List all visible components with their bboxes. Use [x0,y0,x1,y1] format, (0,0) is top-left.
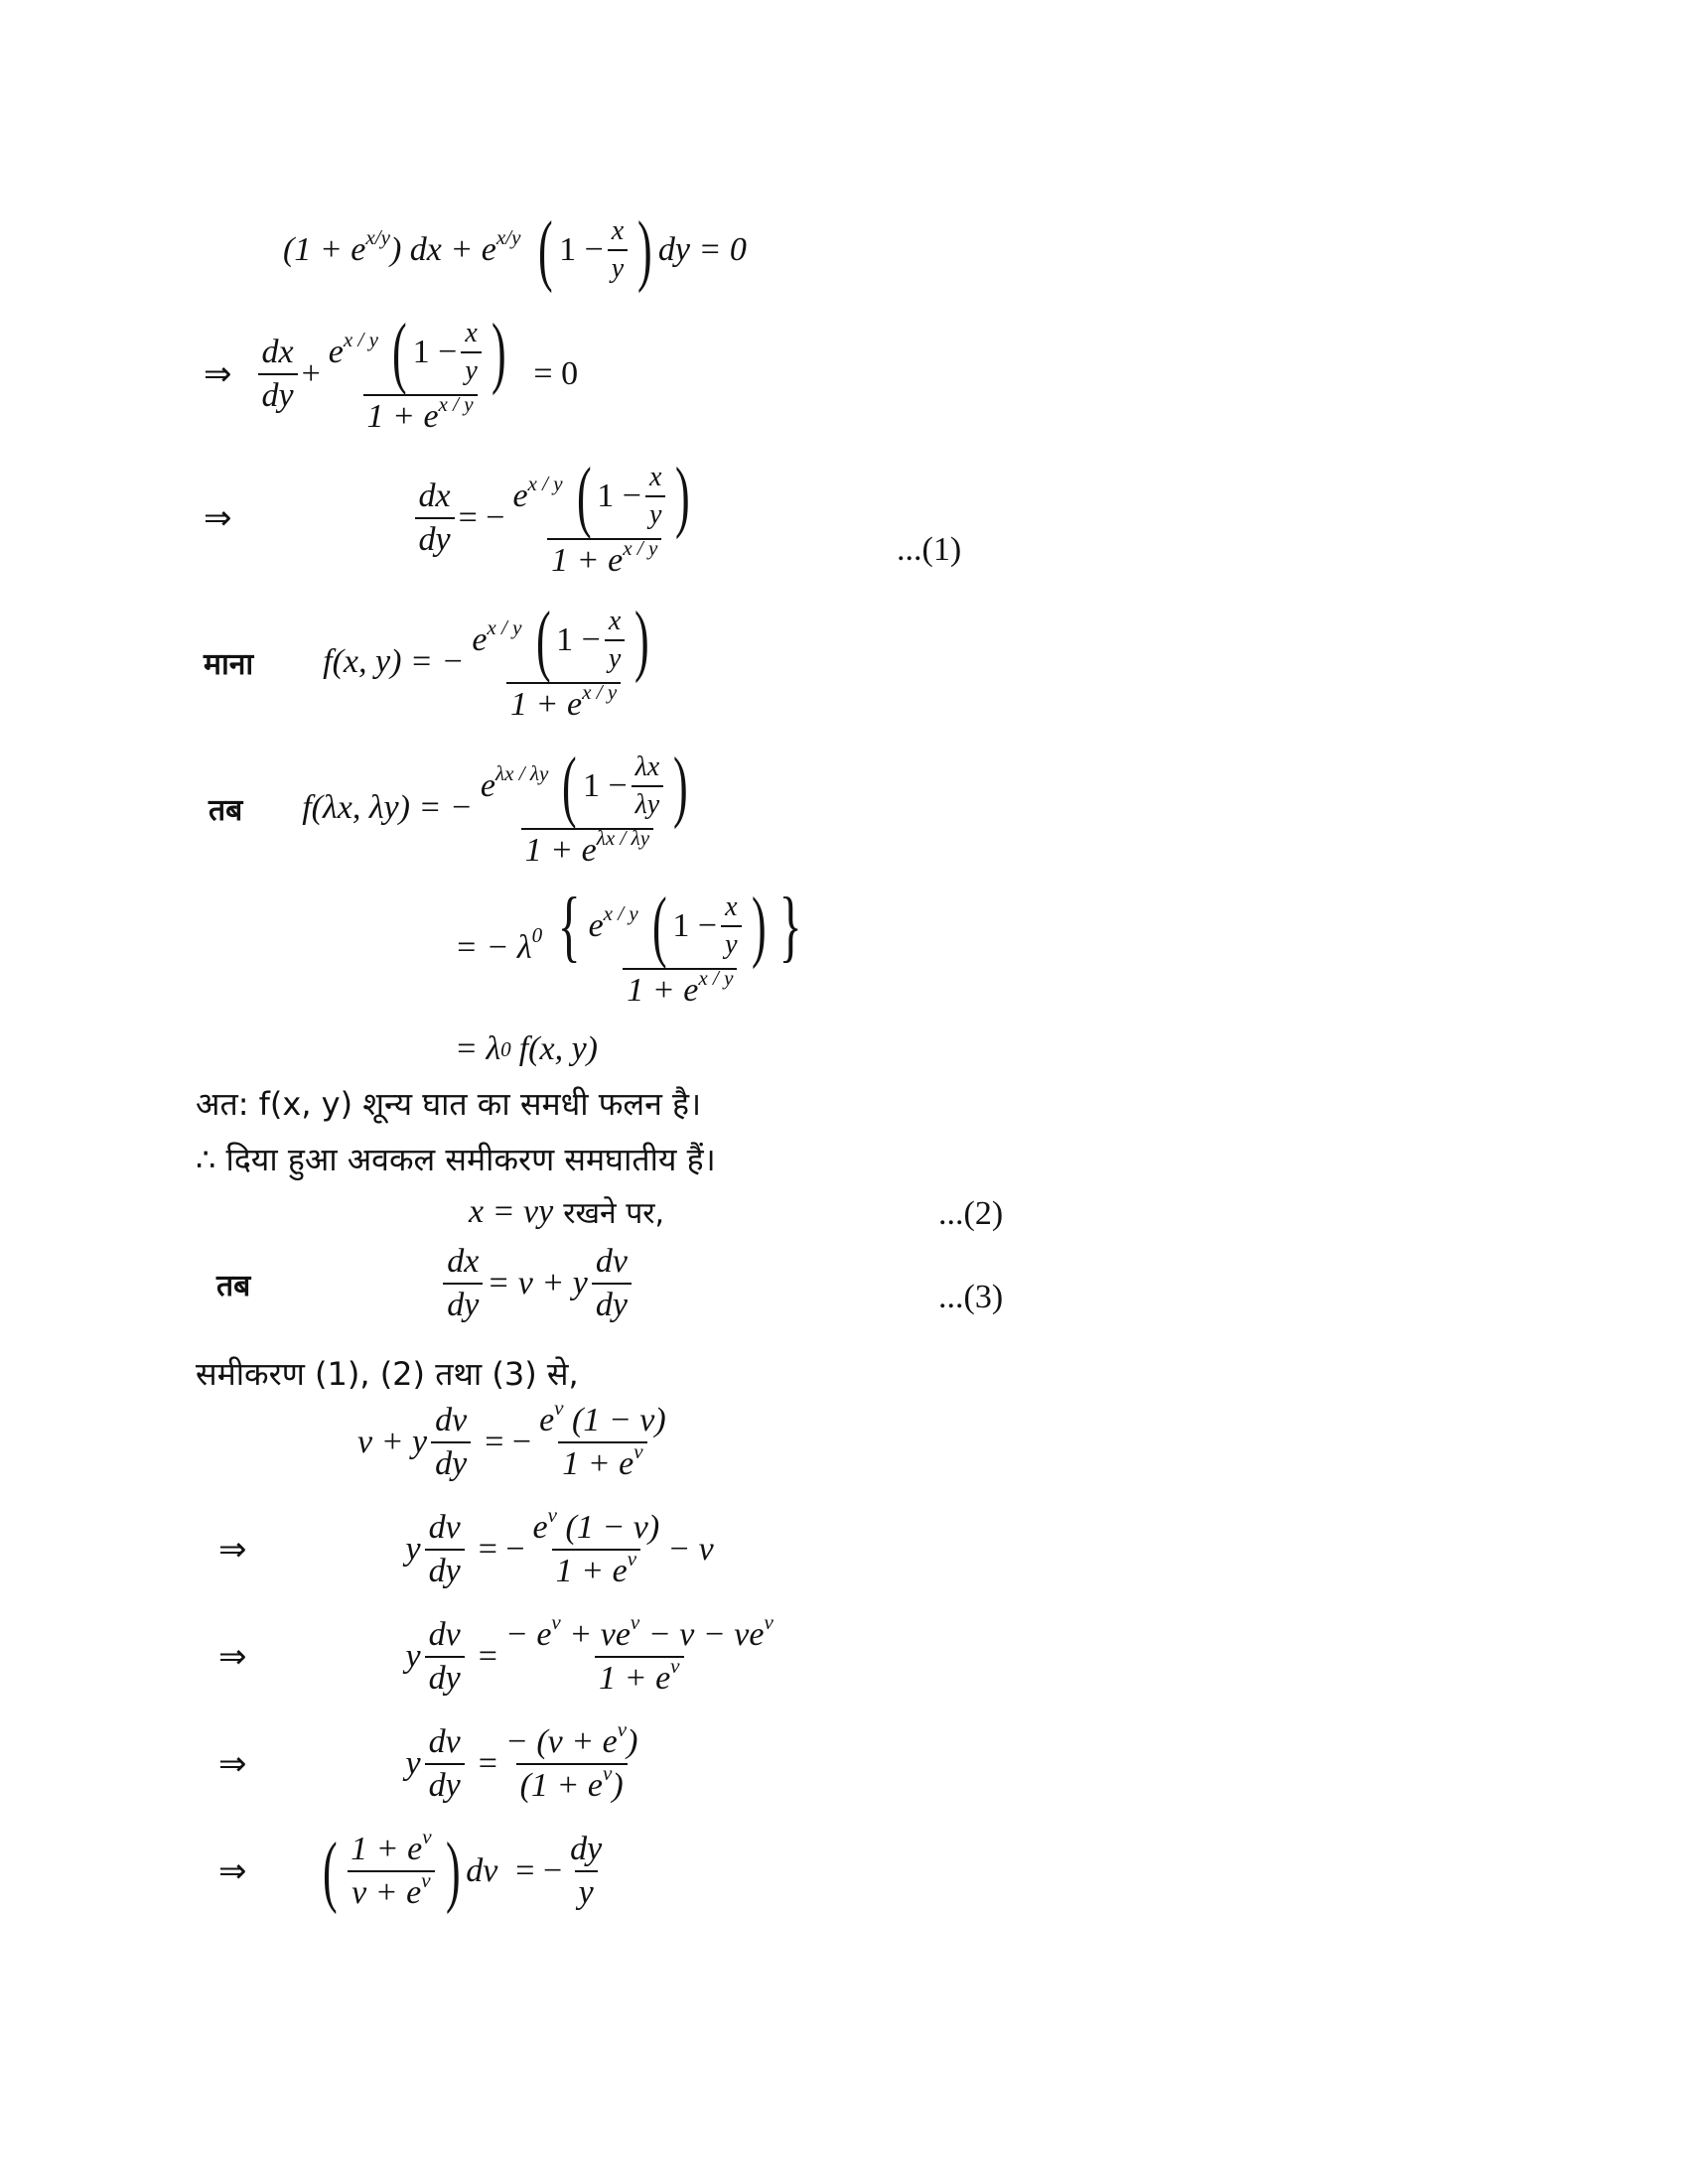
implies-arrow: ⇒ [218,1744,247,1784]
implies-arrow: ⇒ [218,1637,247,1677]
equation-9: v + y $\frac{dv}{dy}$ = − $\frac{e^v (1 - v)}{1 + e^v}$ [357,1396,666,1482]
fraction-dx-dy: $\frac{dx}{dy}$ [415,478,455,559]
text-conclusion-1: अत: f(x, y) शून्य घात का समधी फलन है। [196,1085,702,1123]
equation-5: = − $\lambda^0$ { $e^{x / y}$ ( 1 − $\frac{x}{y}$ ) } $1 + e^{x / y}$ [455,887,818,1010]
equation-10: ⇒ y $\frac{dv}{dy}$ = − $\frac{e^v (1 - v)}{1 + e^v}$ − v [218,1503,714,1589]
equation-6: = λ 0 f(x, y) [455,1030,598,1067]
left-paren: ( [538,206,554,294]
implies-arrow: ⇒ [204,498,232,538]
equation-tag-3: ...(3) [938,1279,1004,1315]
implies-arrow: ⇒ [204,354,232,394]
label-tab: तब [216,1268,251,1303]
equation-0: $(1 + e^{x/y})$ dx + $e^{x/y}$ ( 1 − $\frac{x}{y}$ ) dy = 0 [283,206,747,294]
right-paren: ) [637,206,652,294]
text-from-equations: समीकरण (1), (2) तथा (3) से, [196,1355,579,1393]
equation-4: तब f(λx, λy) = − $e^{\lambda x / \lambda y}$ ( 1 − $\frac{\lambda x}{\lambda y}$ ) $1 + e^{\lambda x / \lambda y}$ [209,747,702,870]
equation-11: ⇒ y $\frac{dv}{dy}$ = $\frac{- e^v + ve^v - v - ve^v}{1 + e^v}$ [218,1610,774,1697]
equation-7: x = vy रखने पर, [469,1192,665,1231]
fraction: $\frac{x}{y}$ [608,215,628,285]
equation-8: तब $\frac{dx}{dy}$ = v + y $\frac{dv}{dy}$ [216,1243,635,1324]
label-tab: तब [209,792,243,828]
fraction-main: $e^{x / y}$ ( 1 − $\frac{x}{y}$ ) $1 + e^{x / y}$ [328,309,506,435]
fraction-main: $e^{x / y}$ ( 1 − $\frac{x}{y}$ ) $1 + e^{x / y}$ [472,597,649,723]
fraction-main: { $e^{x / y}$ ( 1 − $\frac{x}{y}$ ) } $1 + e^{x / y}$ [557,883,802,1009]
fraction-main: $e^{x / y}$ ( 1 − $\frac{x}{y}$ ) $1 + e^{x / y}$ [512,453,691,579]
equation-3: माना f(x, y) = − $e^{x / y}$ ( 1 − $\frac{x}{y}$ ) $1 + e^{x / y}$ [204,601,663,724]
equation-tag-2: ...(2) [938,1195,1004,1232]
equation-1: ⇒ $\frac{dx}{dy}$ + $e^{x / y}$ ( 1 − $\frac{x}{y}$ ) $1 + e^{x / y}$ = 0 [204,309,579,435]
implies-arrow: ⇒ [218,1851,247,1891]
text-conclusion-2: ∴ दिया हुआ अवकल समीकरण समघातीय हैं। [196,1141,716,1178]
fraction-dx-dy: $\frac{dx}{dy}$ [258,334,298,415]
equation-13: ⇒ ( $\frac{1 + e^v}{v + e^v}$ ) dv = − $\frac{dy}{y}$ [218,1825,603,1915]
label-mana: माना [204,646,254,682]
equation-2: ⇒ $\frac{dx}{dy}$ = − $e^{x / y}$ ( 1 − $\frac{x}{y}$ ) $1 + e^{x / y}$ [204,457,704,580]
implies-arrow: ⇒ [218,1530,247,1570]
equation-tag-1: ...(1) [897,531,962,568]
fraction-main: $e^{\lambda x / \lambda y}$ ( 1 − $\frac{\lambda x}{\lambda y}$ ) $1 + e^{\lambda x / \lambda y}$ [480,743,688,869]
equation-12: ⇒ y $\frac{dv}{dy}$ = $\frac{- (v + e^v)}{(1 + e^v)}$ [218,1717,638,1804]
